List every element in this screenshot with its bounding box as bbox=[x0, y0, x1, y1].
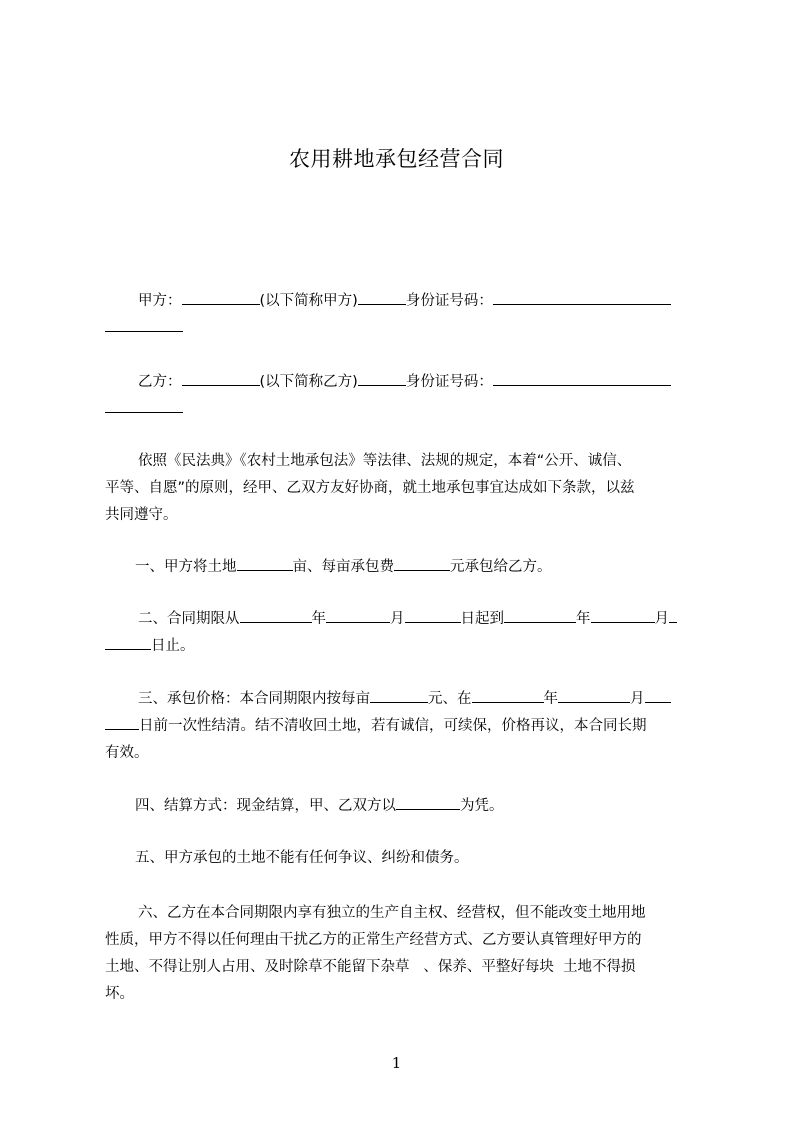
clause-2-month-blank bbox=[326, 608, 390, 623]
clause-2-text-a: 二、合同期限从 bbox=[138, 611, 240, 627]
party-b-gap-blank bbox=[358, 371, 406, 386]
clause-5-text: 五、甲方承包的土地不能有任何争议、纠纷和债务。 bbox=[135, 850, 469, 866]
clause-3-text-a: 三、承包价格：本合同期限内按每亩 bbox=[138, 691, 370, 707]
clause-3-line-2: 日前一次性结清。结不清收回土地，若有诚信，可续保，价格再议，本合同长期 bbox=[139, 718, 647, 734]
party-b-label: 乙方： bbox=[138, 374, 182, 390]
preamble-line-2: 平等、自愿”的原则，经甲、乙双方友好协商，就土地承包事宜达成如下条款，以兹 bbox=[105, 480, 635, 496]
clause-2 bbox=[105, 606, 701, 660]
clause-3-day-blank bbox=[105, 715, 139, 730]
clause-6-line-2: 性质，甲方不得以任何理由干扰乙方的正常生产经营方式、乙方要认真管理好甲方的 bbox=[105, 932, 642, 948]
clause-1-text-c: 元承包给乙方。 bbox=[450, 559, 552, 575]
party-b-block bbox=[105, 369, 701, 423]
clause-2-month2: 月 bbox=[654, 611, 669, 627]
preamble-line-3: 共同遵守。 bbox=[105, 507, 178, 523]
clause-4-text-a: 四、结算方式：现金结算，甲、乙双方以 bbox=[135, 798, 396, 814]
clause-2-year2: 年 bbox=[576, 611, 591, 627]
party-b-id-blank-cont bbox=[105, 398, 183, 413]
clause-2-day-end: 日止。 bbox=[151, 638, 195, 654]
clause-1-text-b: 亩、每亩承包费 bbox=[292, 559, 394, 575]
clause-3 bbox=[105, 686, 701, 767]
clause-2-month2-blank bbox=[591, 608, 655, 623]
clause-3-day-blank-start bbox=[645, 688, 671, 703]
preamble-paragraph bbox=[105, 448, 701, 529]
clause-3-month: 月 bbox=[630, 691, 645, 707]
party-a-id-label: 身份证号码： bbox=[405, 293, 493, 309]
party-a-note: (以下简称甲方) bbox=[259, 293, 358, 309]
clause-5 bbox=[105, 845, 701, 872]
clause-1-text-a: 一、甲方将土地 bbox=[135, 559, 237, 575]
clause-2-day2-blank bbox=[105, 635, 151, 650]
clause-3-year: 年 bbox=[543, 691, 558, 707]
clause-3-year-blank bbox=[472, 688, 544, 703]
clause-6-line-3: 土地、不得让别人占用、及时除草不能留下杂草 、保养、平整好每块 土地不得损 bbox=[105, 959, 636, 975]
party-a-id-blank bbox=[493, 290, 671, 305]
clause-6-line-4: 坏。 bbox=[105, 986, 134, 1002]
clause-2-day-blank bbox=[405, 608, 461, 623]
clause-4 bbox=[105, 793, 701, 820]
party-b-note: (以下简称乙方) bbox=[259, 374, 358, 390]
clause-1-area-blank bbox=[237, 556, 293, 571]
clause-4-proof-blank bbox=[396, 795, 460, 810]
clause-6-line-1: 六、乙方在本合同期限内享有独立的生产自主权、经营权，但不能改变土地用地 bbox=[138, 905, 646, 921]
clause-2-day2-blank-start bbox=[669, 608, 677, 623]
party-a-name-blank bbox=[182, 290, 260, 305]
party-b-id-label: 身份证号码： bbox=[405, 374, 493, 390]
party-a-label: 甲方： bbox=[138, 293, 182, 309]
clause-1-fee-blank bbox=[394, 556, 450, 571]
clause-3-text-b: 元、在 bbox=[428, 691, 472, 707]
clause-6 bbox=[105, 900, 701, 1008]
party-a-block bbox=[105, 288, 701, 342]
party-b-id-blank bbox=[493, 371, 671, 386]
party-b-name-blank bbox=[182, 371, 260, 386]
clause-3-price-blank bbox=[370, 688, 428, 703]
preamble-line-1: 依照《民法典》《农村土地承包法》等法律、法规的规定，本着“公开、诚信、 bbox=[138, 453, 632, 469]
page-number: 1 bbox=[391, 1054, 402, 1072]
clause-2-year: 年 bbox=[311, 611, 326, 627]
page-title: 农用耕地承包经营合同 bbox=[289, 147, 504, 171]
clause-2-month: 月 bbox=[390, 611, 405, 627]
clause-3-month-blank bbox=[558, 688, 630, 703]
clause-2-year-blank bbox=[240, 608, 312, 623]
clause-3-line-3: 有效。 bbox=[105, 745, 149, 761]
party-a-gap-blank bbox=[358, 290, 406, 305]
clause-2-year2-blank bbox=[504, 608, 576, 623]
clause-2-day-from: 日起到 bbox=[460, 611, 504, 627]
clause-4-text-b: 为凭。 bbox=[460, 798, 504, 814]
clause-1 bbox=[105, 554, 701, 581]
party-a-id-blank-cont bbox=[105, 317, 183, 332]
